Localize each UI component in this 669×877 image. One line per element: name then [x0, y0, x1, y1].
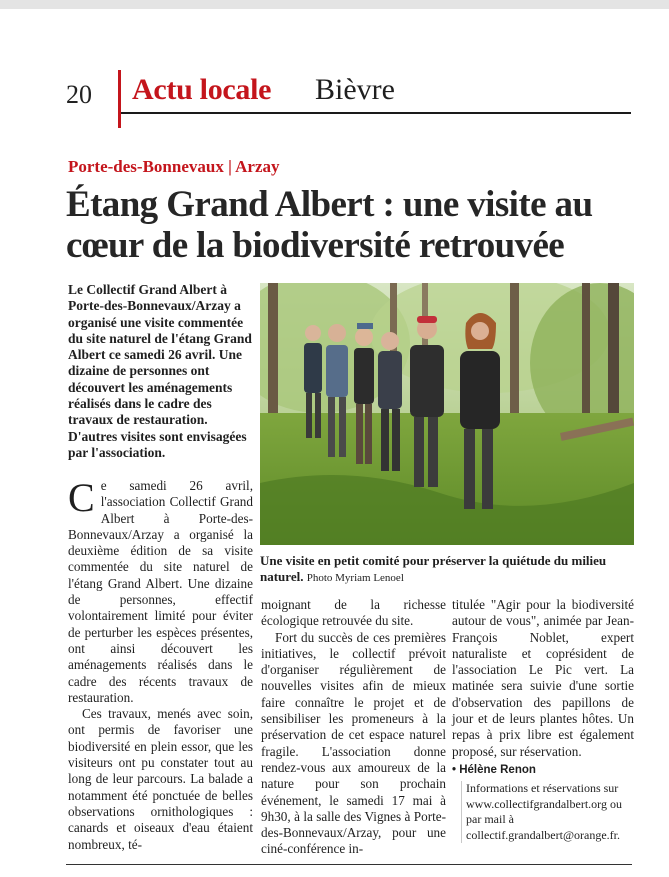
header-rule: [121, 112, 631, 114]
article-kicker: Porte-des-Bonnevaux | Arzay: [68, 157, 280, 176]
body-paragraph: titulée "Agir pour la biodiversité autour de vous", animée par Jean-François Noblet, expert naturaliste et coprésident de l'association Le Pic vert. La matinée sera suivie d'une sortie d'observation des papillons de jour et de leurs plantes hôtes. Un repas à prix libre est également proposé, sur réservation.: [452, 597, 634, 759]
article-photo: [260, 283, 634, 545]
page-header: [0, 0, 669, 130]
body-paragraph: Fort du succès de ces premières initiatives, le collectif prévoit d'organiser régulièrement de nouvelles visites afin de mieux faire connaître le projet et de sensibiliser les promeneurs à la préservation de cet espace naturel fragile. L'association donne rendez-vous aux amoureux de la nature pour son prochain événement, le samedi 17 mai à 9h30, à la salle des Vignes à Porte-des-Bonnevaux/Arzay, pour une ciné-conférence in-: [261, 629, 446, 857]
article-column-3: [452, 597, 634, 760]
article-column-2: [261, 597, 446, 858]
page-number: 20: [66, 80, 92, 109]
body-paragraph: moignant de la richesse écologique retrouvée du site.: [261, 597, 446, 629]
article-standfirst: Le Collectif Grand Albert à Porte-des-Bonnevaux/Arzay a organisé une visite commentée du site naturel de l'étang Grand Albert ce samedi 26 avril. Une dizaine de personnes ont découvert les aménagements réalisés dans le cadre des travaux de restauration. D'autres visites sont envisagées par l'association.: [68, 282, 252, 460]
article-headline: Étang Grand Albert : une visite au cœur de la biodiversité retrouvée: [66, 184, 593, 266]
article-column-1: [68, 475, 253, 853]
drop-cap: C: [68, 475, 95, 520]
bottom-rule: [66, 864, 632, 865]
subsection-title: Bièvre: [315, 73, 395, 106]
section-title: Actu locale: [132, 73, 272, 106]
caption-text: Une visite en petit comité pour préserver la quiétude du milieu naturel.: [260, 553, 607, 584]
photo-credit: Photo Myriam Lenoel: [306, 572, 404, 584]
body-paragraph: [68, 475, 253, 706]
header-accent-bar: [118, 70, 121, 128]
photo-caption: [260, 553, 634, 586]
body-paragraph: Ces travaux, menés avec soin, ont permis de favoriser une biodiversité en plein essor, que les visiteurs ont pu constater tout au long de leur parcours. La balade a notamment été ponctuée de belles observations ornithologiques : canards et oiseaux d'eau étaient nombreux, té-: [68, 706, 253, 852]
body-text: e samedi 26 avril, l'association Collectif Grand Albert à Porte-des-Bonnevaux/Arzay a organisé la deuxième édition de sa visite commentée du site naturel de l'étang Grand Albert. Une dizaine de personnes, effectif volontairement limité pour éviter de perturber les espèces présentes, ont ainsi découvert les aménagements réalisés dans le cadre des récents travaux de restauration.: [68, 478, 253, 705]
author-byline: • Hélène Renon: [452, 764, 536, 776]
info-box: Informations et réservations sur www.collectifgrandalbert.org ou par mail à collectif.grandalbert@orange.fr.: [461, 781, 636, 843]
